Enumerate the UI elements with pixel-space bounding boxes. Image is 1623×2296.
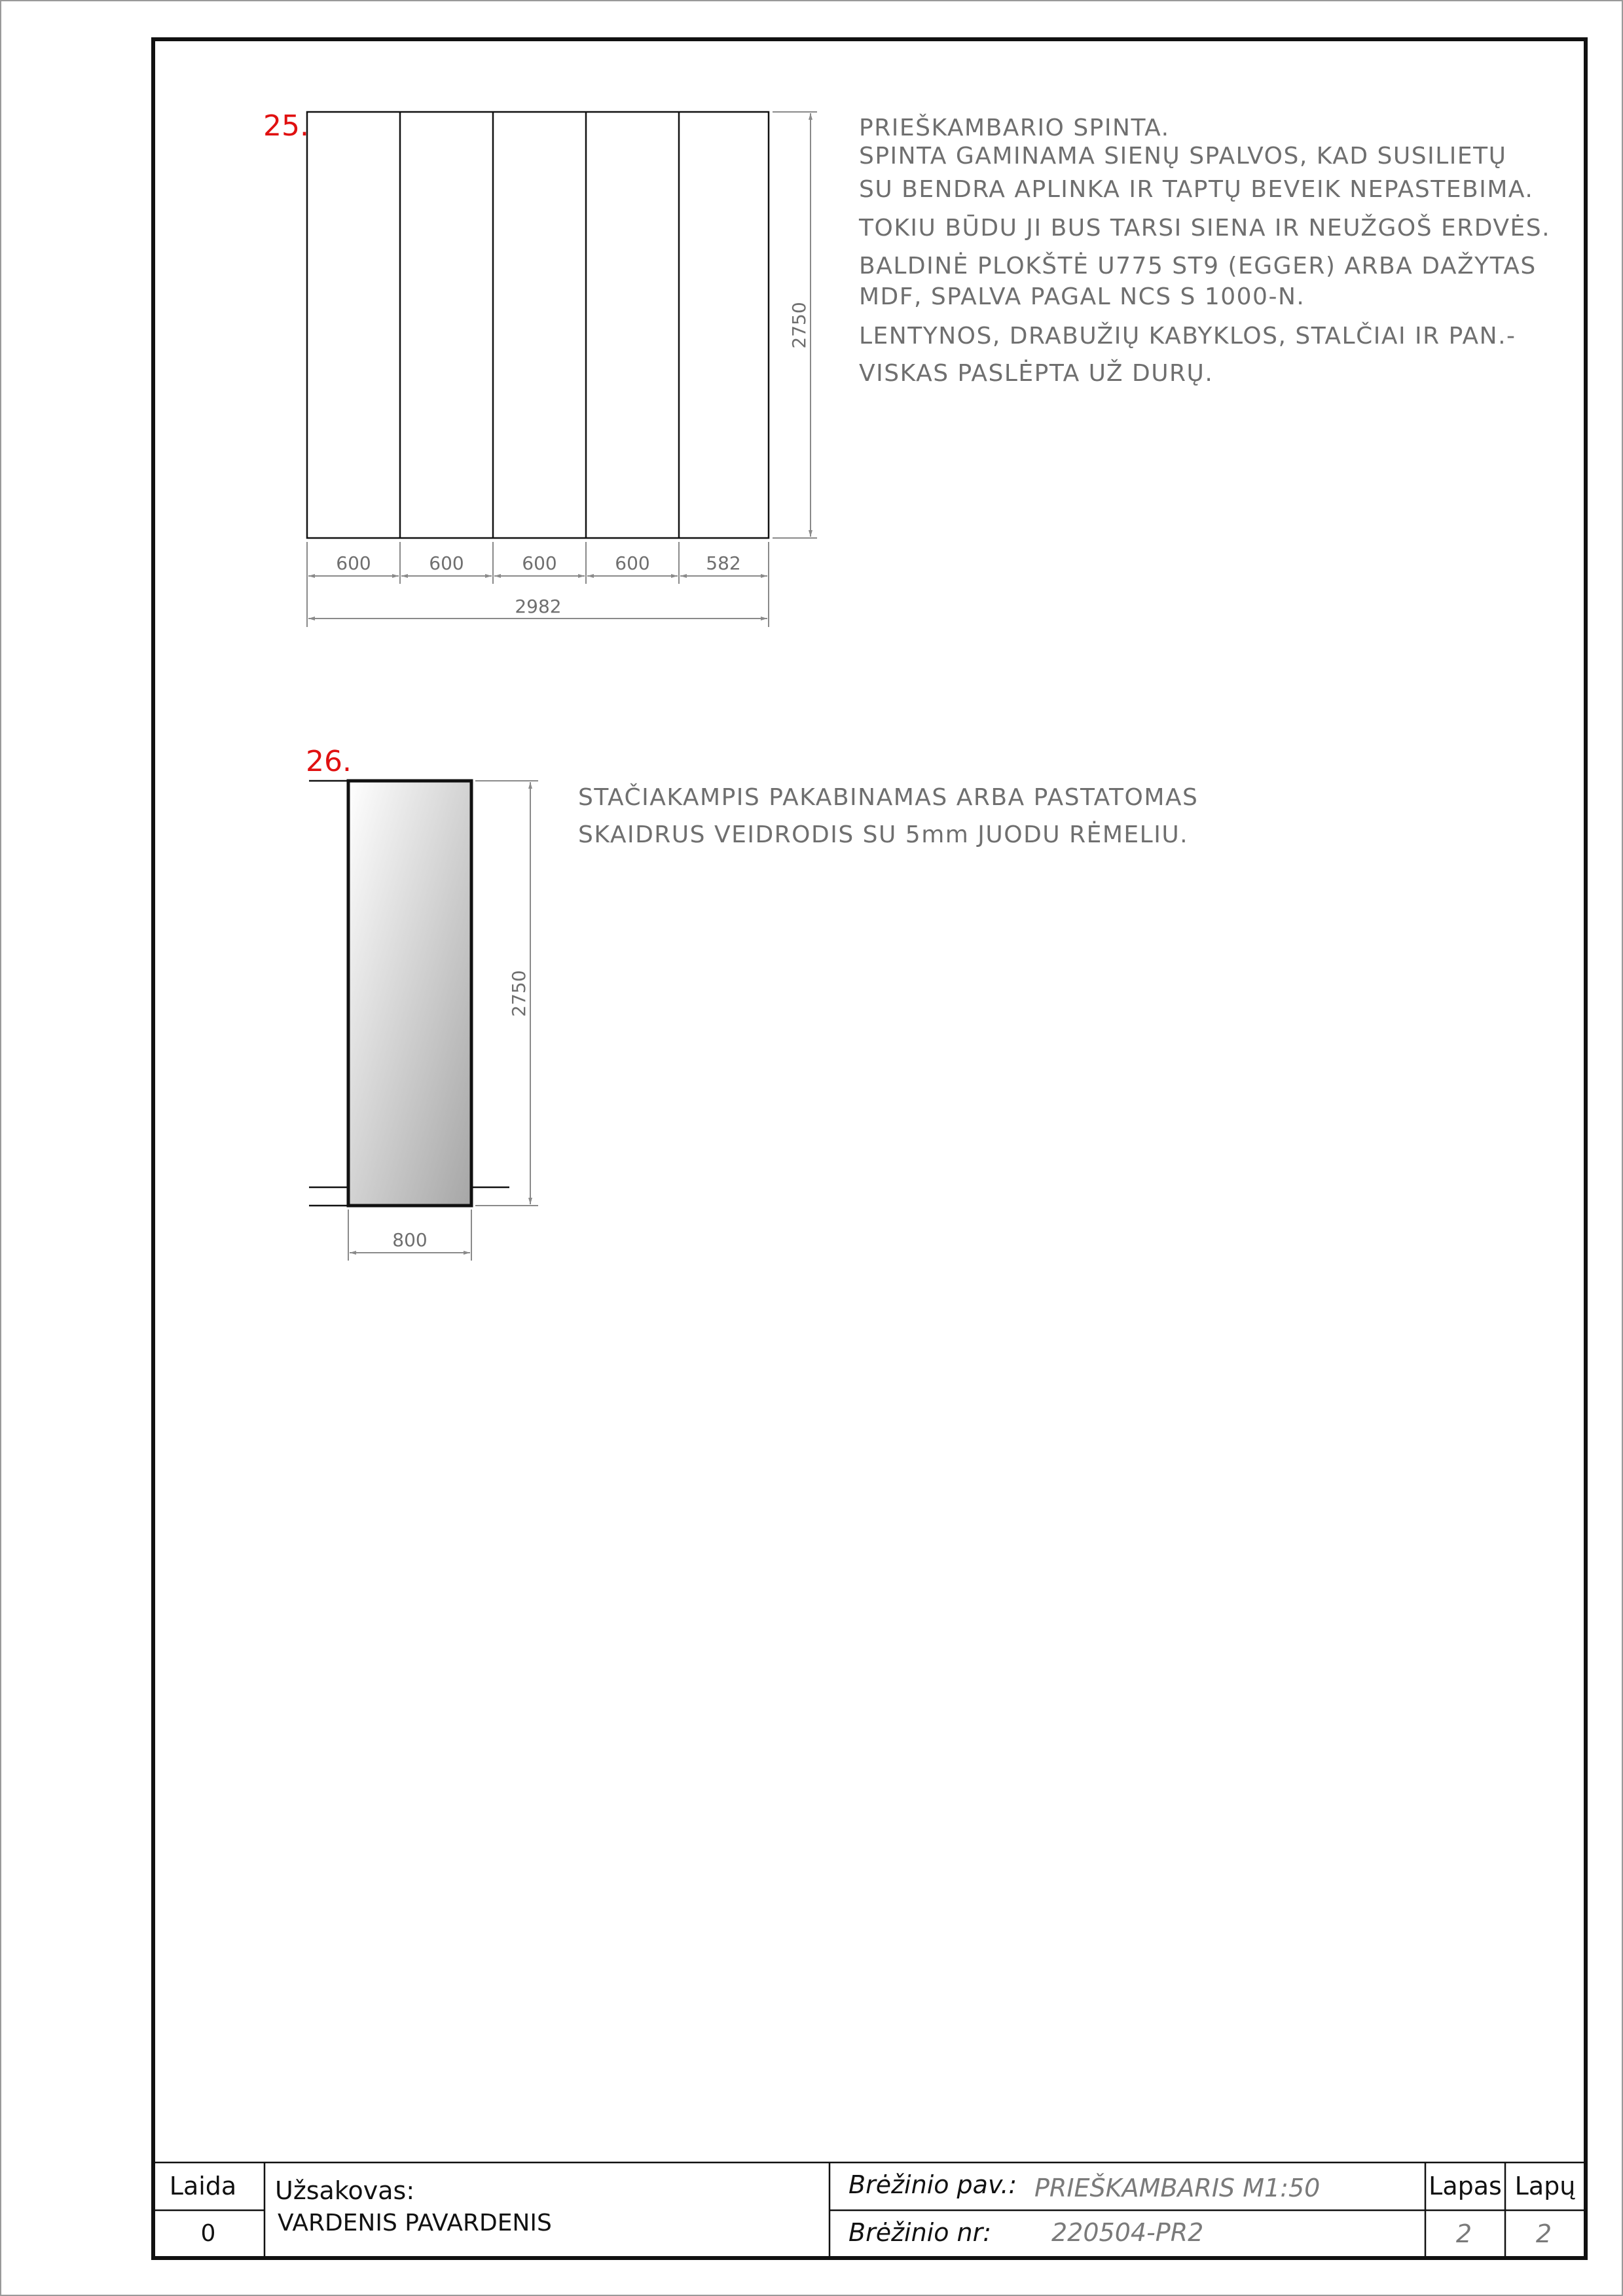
drawing-name-value: PRIEŠKAMBARIS M1:50 (1034, 2174, 1321, 2202)
sheets-label: Lapų (1514, 2172, 1576, 2200)
item-25-wardrobe (263, 109, 1550, 627)
total-width-label: 2982 (515, 596, 562, 617)
note-line: TOKIU BŪDU JI BUS TARSI SIENA IR NEUŽGOŠ ERDVĖS. (859, 215, 1551, 242)
client-label: Užsakovas: (275, 2176, 415, 2205)
drawing-number-label: Brėžinio nr: (848, 2218, 992, 2247)
panel-width-label: 582 (706, 552, 741, 574)
item-26-number: 26. (306, 745, 352, 778)
panel-width-label: 600 (522, 552, 557, 574)
item-26-notes (578, 783, 1198, 848)
note-line: SPINTA GAMINAMA SIENŲ SPALVOS, KAD SUSILIETŲ (859, 143, 1507, 170)
drawing-name-label: Brėžinio pav.: (848, 2170, 1017, 2199)
title-block (153, 2162, 1586, 2258)
mirror-glass (348, 781, 471, 1206)
sheets-value: 2 (1535, 2219, 1552, 2248)
client-name: VARDENIS PAVARDENIS (278, 2210, 552, 2236)
panel-width-label: 600 (615, 552, 650, 574)
issue-value: 0 (200, 2220, 216, 2247)
item-25-number: 25. (263, 109, 309, 143)
item-26-mirror (306, 745, 1198, 1261)
wardrobe-height-label: 2750 (788, 302, 810, 349)
note-line: PRIEŠKAMBARIO SPINTA. (859, 115, 1170, 141)
note-line: BALDINĖ PLOKŠTĖ U775 ST9 (EGGER) ARBA DAŽYTAS (859, 253, 1537, 279)
wardrobe-elevation (307, 112, 769, 538)
sheet-value: 2 (1455, 2219, 1472, 2248)
note-line: MDF, SPALVA PAGAL NCS S 1000-N. (859, 283, 1305, 310)
note-line: STAČIAKAMPIS PAKABINAMAS ARBA PASTATOMAS (578, 784, 1199, 811)
drawing-number-value: 220504-PR2 (1051, 2218, 1204, 2247)
item-25-notes (858, 114, 1550, 387)
wardrobe-outline (307, 112, 769, 538)
note-line: LENTYNOS, DRABUŽIŲ KABYKLOS, STALČIAI IR PAN.- (859, 323, 1516, 350)
mirror-height-label: 2750 (508, 970, 530, 1017)
sheet-label: Lapas (1429, 2172, 1502, 2200)
note-line: SU BENDRA APLINKA IR TAPTŲ BEVEIK NEPASTEBIMA. (859, 176, 1534, 203)
mirror-width-label: 800 (392, 1229, 428, 1251)
panel-width-label: 600 (429, 552, 464, 574)
issue-label: Laida (169, 2172, 237, 2200)
note-line: SKAIDRUS VEIDRODIS SU 5mm JUODU RĖMELIU. (578, 821, 1189, 848)
panel-width-label: 600 (336, 552, 371, 574)
note-line: VISKAS PASLĖPTA UŽ DURŲ. (859, 360, 1214, 387)
